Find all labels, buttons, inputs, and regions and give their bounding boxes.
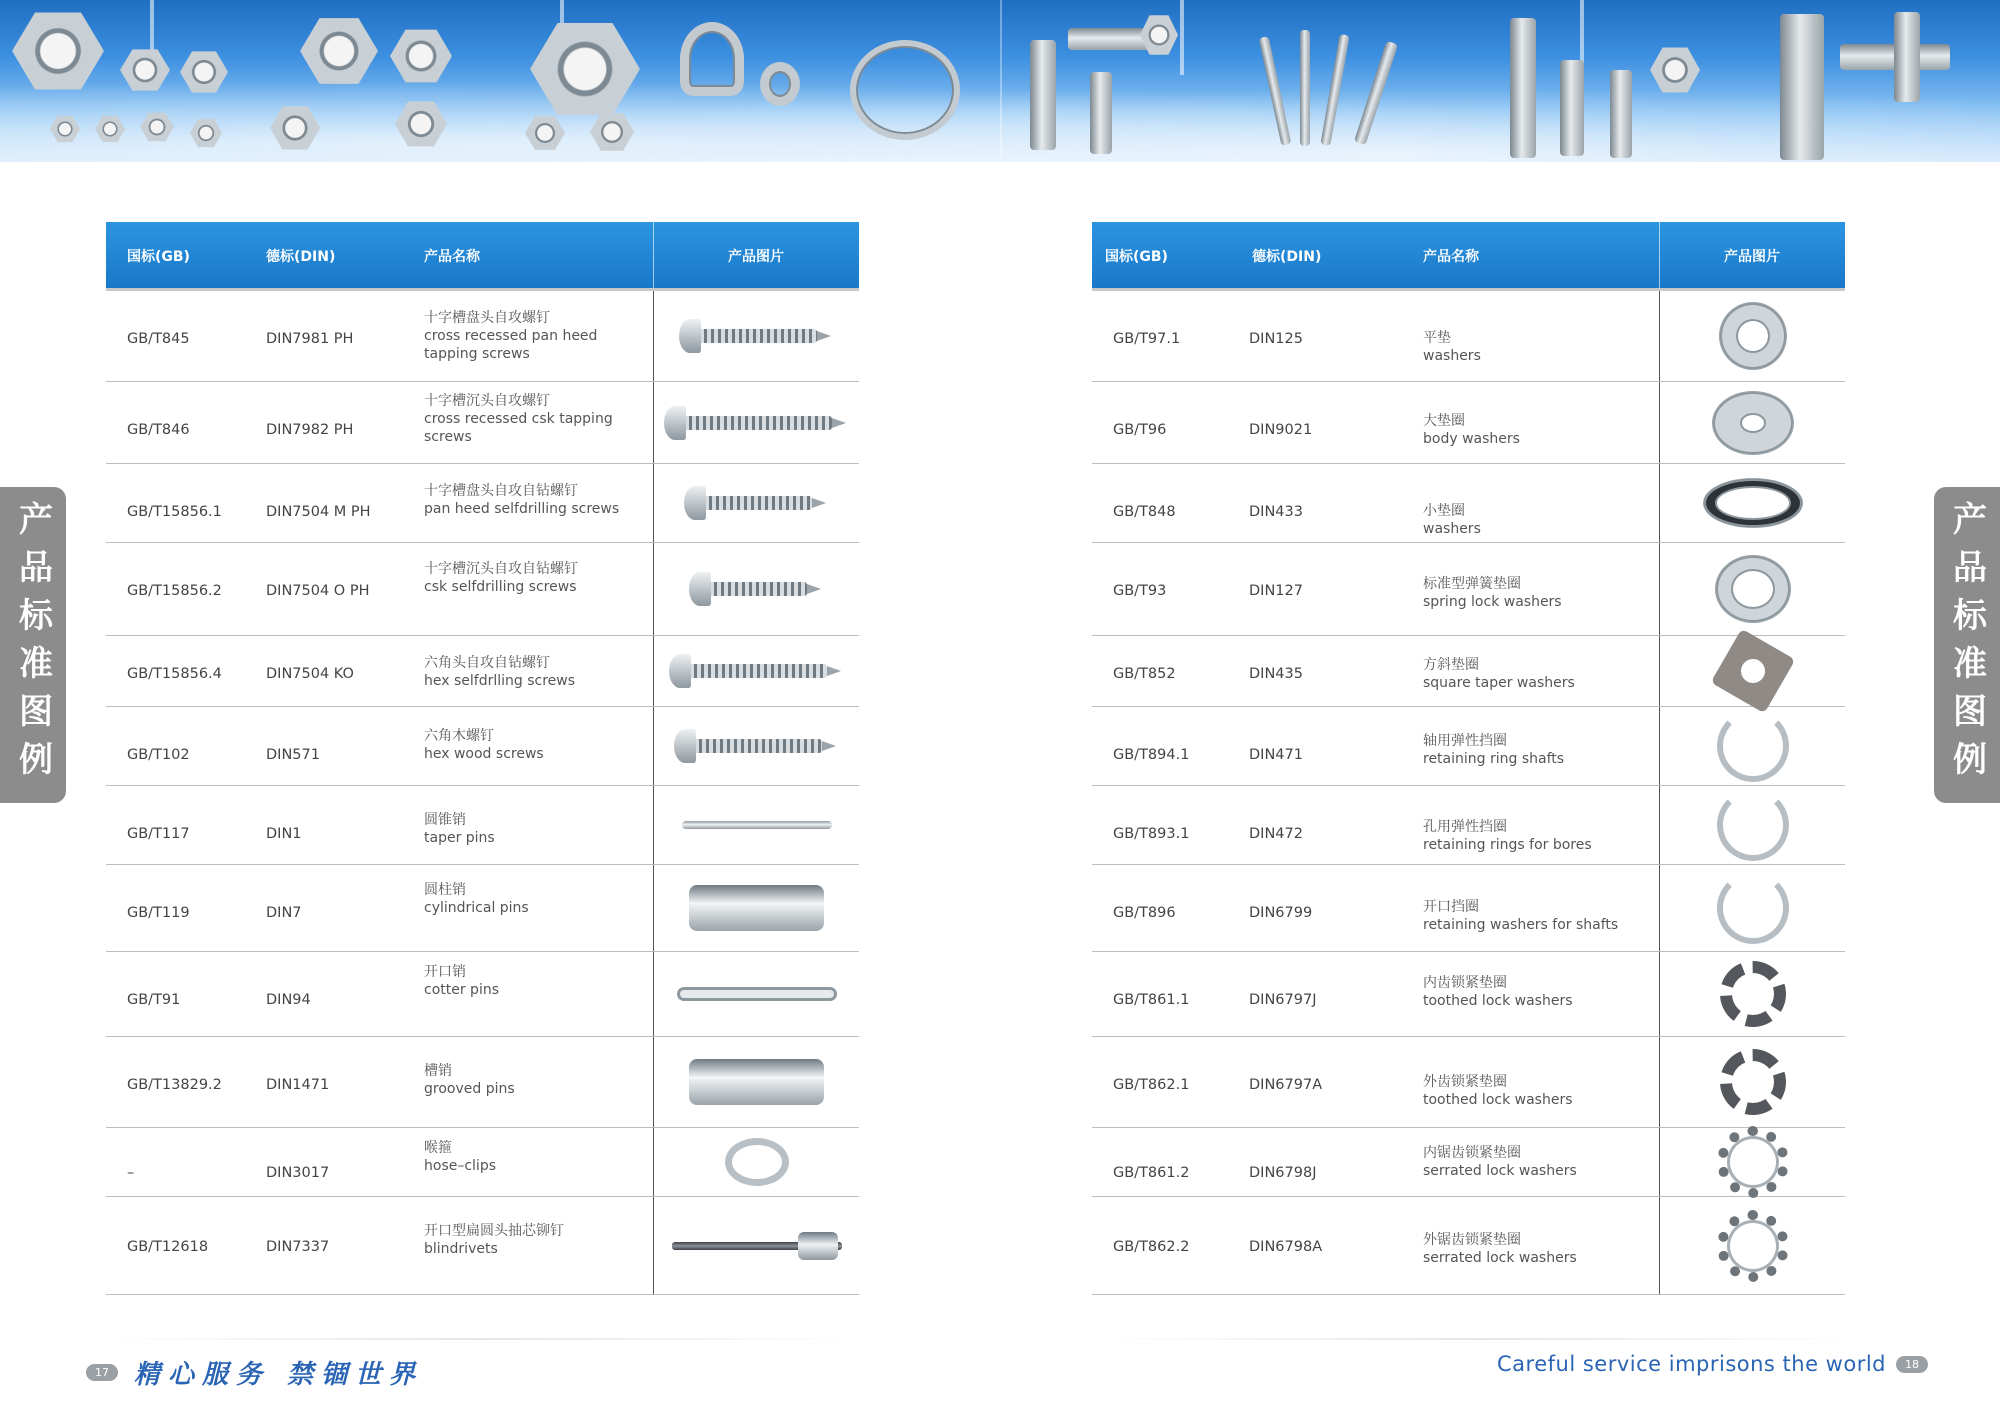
table-row — [106, 952, 859, 1037]
product-name-english: cross recessed csk tapping screws — [424, 411, 613, 445]
product-name-english: cross recessed pan heed tapping screws — [424, 328, 598, 362]
table-row — [1092, 1037, 1845, 1128]
gb-standard: – — [127, 1165, 135, 1181]
product-image-cell — [653, 1128, 859, 1196]
product-image-cell — [653, 707, 859, 785]
product-name — [1423, 898, 1643, 934]
product-name-chinese: 十字槽盘头自攻螺钉 — [424, 310, 550, 326]
product-image-cell — [653, 1037, 859, 1127]
product-image-cell — [1659, 1197, 1845, 1294]
din-standard: DIN7504 O PH — [266, 583, 370, 599]
gb-standard: GB/T894.1 — [1113, 747, 1190, 763]
slogan-english: Careful service imprisons the world — [1497, 1352, 1886, 1376]
table-row — [1092, 543, 1845, 636]
product-image-cell — [1659, 707, 1845, 785]
anchor-bolt-icon — [1300, 30, 1310, 146]
gb-standard: GB/T862.2 — [1113, 1239, 1190, 1255]
table-row — [106, 1037, 859, 1128]
external-serrated-washer-icon — [1717, 1210, 1789, 1282]
table-row — [1092, 786, 1845, 865]
din-standard: DIN472 — [1249, 826, 1303, 842]
product-name-english: pan heed selfdrilling screws — [424, 501, 620, 517]
header-gb: 国标(GB) — [127, 249, 190, 265]
product-name — [424, 654, 639, 690]
cylindrical-pin-icon — [689, 885, 824, 931]
banner-seam — [1000, 0, 1002, 162]
product-image-cell — [653, 865, 859, 951]
header-product-name: 产品名称 — [1423, 249, 1479, 265]
gb-standard: GB/T15856.4 — [127, 666, 222, 682]
product-name-chinese: 六角木螺钉 — [424, 728, 494, 744]
table-row — [106, 1197, 859, 1295]
product-name-english: hose–clips — [424, 1158, 497, 1174]
din-standard: DIN3017 — [266, 1165, 330, 1181]
product-image-cell — [653, 952, 859, 1036]
side-tab-right — [1934, 487, 2000, 803]
product-name-chinese: 轴用弹性挡圈 — [1423, 733, 1507, 749]
flat-washer-icon — [1720, 303, 1786, 369]
din-standard: DIN433 — [1249, 504, 1303, 520]
page-number-right: 18 — [1896, 1356, 1928, 1373]
din-standard: DIN9021 — [1249, 422, 1313, 438]
gb-standard: GB/T861.2 — [1113, 1165, 1190, 1181]
product-name — [424, 309, 639, 363]
product-name-english: washers — [1423, 521, 1481, 537]
product-name-chinese: 开口型扁圆头抽芯铆钉 — [424, 1223, 564, 1239]
product-name-english: retaining rings for bores — [1423, 837, 1592, 853]
gb-standard: GB/T119 — [127, 905, 190, 921]
product-name-english: csk selfdrilling screws — [424, 579, 577, 595]
product-name-english: toothed lock washers — [1423, 1092, 1573, 1108]
footer-right — [1497, 1352, 1928, 1376]
din-standard: DIN1 — [266, 826, 302, 842]
product-name — [424, 1062, 639, 1098]
product-name-chinese: 六角头自攻自钻螺钉 — [424, 655, 550, 671]
gb-standard: GB/T15856.1 — [127, 504, 222, 520]
din-standard: DIN7504 KO — [266, 666, 354, 682]
gb-standard: GB/T852 — [1113, 666, 1176, 682]
header-din: 德标(DIN) — [266, 249, 336, 265]
gb-standard: GB/T12618 — [127, 1239, 209, 1255]
hose-clip-icon — [725, 1138, 789, 1186]
product-name-chinese: 十字槽盘头自攻自钻螺钉 — [424, 483, 578, 499]
bore-retaining-ring-icon — [1717, 789, 1789, 861]
page-number-left: 17 — [86, 1364, 118, 1381]
body-washer-icon — [1713, 392, 1793, 454]
hex-bolt-icon — [1030, 40, 1056, 150]
product-name-english: taper pins — [424, 830, 495, 846]
table-body — [1092, 291, 1845, 1295]
din-standard: DIN125 — [1249, 331, 1303, 347]
product-name-english: grooved pins — [424, 1081, 515, 1097]
product-name — [1423, 732, 1643, 768]
product-name-chinese: 十字槽沉头自攻自钻螺钉 — [424, 561, 578, 577]
product-name — [1423, 502, 1643, 538]
table-row — [106, 543, 859, 636]
gb-standard: GB/T862.1 — [1113, 1077, 1190, 1093]
gb-standard: GB/T846 — [127, 422, 190, 438]
small-washer-icon — [1704, 479, 1802, 527]
gb-standard: GB/T96 — [1113, 422, 1167, 438]
shaft-retaining-ring-icon — [1717, 710, 1789, 782]
din-standard: DIN94 — [266, 992, 311, 1008]
product-image-cell — [1659, 543, 1845, 635]
product-name-english: cylindrical pins — [424, 900, 529, 916]
product-name-english: body washers — [1423, 431, 1520, 447]
table-header — [106, 222, 859, 288]
product-image-cell — [653, 786, 859, 864]
socket-cap-screw-icon — [1780, 14, 1824, 160]
csk-tapping-screw-icon — [682, 416, 832, 430]
din-standard: DIN127 — [1249, 583, 1303, 599]
product-name — [1423, 974, 1643, 1010]
table-row — [106, 636, 859, 707]
product-name-english: square taper washers — [1423, 675, 1575, 691]
product-name — [424, 811, 639, 847]
product-name-english: washers — [1423, 348, 1481, 364]
gb-standard: GB/T845 — [127, 331, 190, 347]
product-name-english: serrated lock washers — [1423, 1250, 1577, 1266]
product-name-chinese: 孔用弹性挡圈 — [1423, 819, 1507, 835]
din-standard: DIN6797A — [1249, 1077, 1323, 1093]
table-row — [1092, 952, 1845, 1037]
product-name-chinese: 方斜垫圈 — [1423, 657, 1479, 673]
product-name — [1423, 656, 1643, 692]
product-name — [424, 1222, 639, 1258]
product-name — [424, 881, 639, 917]
product-name-chinese: 标准型弹簧垫圈 — [1423, 576, 1521, 592]
gb-standard: GB/T102 — [127, 747, 190, 763]
countersunk-screw-icon — [1610, 70, 1632, 158]
product-image-cell — [653, 382, 859, 463]
product-image-cell — [1659, 786, 1845, 864]
product-name-english: retaining washers for shafts — [1423, 917, 1619, 933]
product-image-cell — [1659, 865, 1845, 951]
product-name-chinese: 内齿锁紧垫圈 — [1423, 975, 1507, 991]
product-name — [424, 392, 639, 446]
product-name — [424, 963, 639, 999]
product-name-chinese: 内锯齿锁紧垫圈 — [1423, 1145, 1521, 1161]
header-din: 德标(DIN) — [1252, 249, 1322, 265]
din-standard: DIN7982 PH — [266, 422, 354, 438]
product-name — [1423, 1073, 1643, 1109]
gb-standard: GB/T91 — [127, 992, 181, 1008]
table-row — [106, 865, 859, 952]
din-standard: DIN7504 M PH — [266, 504, 371, 520]
din-standard: DIN6797J — [1249, 992, 1317, 1008]
tower-decoration — [1180, 0, 1184, 75]
side-tab-left — [0, 487, 66, 803]
left-product-table — [106, 222, 859, 1295]
product-name-english: spring lock washers — [1423, 594, 1562, 610]
table-row — [1092, 291, 1845, 382]
gb-standard: GB/T861.1 — [1113, 992, 1190, 1008]
product-name-chinese: 平垫 — [1423, 330, 1451, 346]
product-name-chinese: 喉箍 — [424, 1140, 452, 1156]
product-name-chinese: 大垫圈 — [1423, 413, 1465, 429]
side-tab-label: 产品标准图例 — [12, 501, 53, 789]
countersunk-screw-icon — [1560, 60, 1584, 156]
product-name-chinese: 圆锥销 — [424, 812, 466, 828]
din-standard: DIN1471 — [266, 1077, 330, 1093]
product-name-chinese: 外锯齿锁紧垫圈 — [1423, 1232, 1521, 1248]
din-standard: DIN6799 — [1249, 905, 1313, 921]
product-name-chinese: 圆柱销 — [424, 882, 466, 898]
gb-standard: GB/T13829.2 — [127, 1077, 222, 1093]
product-name-chinese: 开口挡圈 — [1423, 899, 1479, 915]
din-standard: DIN471 — [1249, 747, 1303, 763]
hex-selfdrilling-screw-icon — [687, 664, 827, 678]
gb-standard: GB/T848 — [1113, 504, 1176, 520]
header-gb: 国标(GB) — [1105, 249, 1168, 265]
din-standard: DIN571 — [266, 747, 320, 763]
table-row — [1092, 636, 1845, 707]
product-name-english: hex wood screws — [424, 746, 544, 762]
table-row — [106, 291, 859, 382]
csk-selfdrilling-screw-icon — [707, 582, 807, 596]
pan-head-tapping-screw-icon — [697, 329, 817, 343]
product-image-cell — [653, 464, 859, 542]
shackle-icon — [680, 22, 744, 96]
shackle-icon — [760, 62, 800, 106]
u-bolt-icon — [850, 40, 960, 140]
product-name — [1423, 575, 1643, 611]
product-name — [1423, 329, 1643, 365]
taper-pin-icon — [682, 821, 832, 829]
gb-standard: GB/T15856.2 — [127, 583, 222, 599]
product-name-chinese: 十字槽沉头自攻螺钉 — [424, 393, 550, 409]
product-image-cell — [1659, 382, 1845, 463]
product-name-english: retaining ring shafts — [1423, 751, 1565, 767]
table-row — [1092, 865, 1845, 952]
table-row — [106, 1128, 859, 1197]
gb-standard: GB/T893.1 — [1113, 826, 1190, 842]
grooved-pin-icon — [689, 1059, 824, 1105]
internal-tooth-washer-icon — [1720, 961, 1786, 1027]
din-standard: DIN7337 — [266, 1239, 330, 1255]
external-tooth-washer-icon — [1720, 1049, 1786, 1115]
hardware-banner — [0, 0, 2000, 162]
table-row — [106, 786, 859, 865]
header-product-image: 产品图片 — [1724, 249, 1780, 265]
product-image-cell — [1659, 952, 1845, 1036]
footer-divider — [100, 1338, 860, 1340]
spring-lock-washer-icon — [1716, 556, 1790, 622]
gb-standard: GB/T117 — [127, 826, 190, 842]
table-row — [1092, 1197, 1845, 1295]
product-name — [424, 1139, 639, 1175]
product-name — [1423, 412, 1643, 448]
product-name-chinese: 开口销 — [424, 964, 466, 980]
product-name — [424, 727, 639, 763]
product-name — [424, 560, 639, 596]
table-row — [106, 382, 859, 464]
e-clip-icon — [1717, 872, 1789, 944]
product-name-english: blindrivets — [424, 1241, 498, 1257]
product-name — [1423, 1144, 1643, 1180]
side-tab-label: 产品标准图例 — [1946, 501, 1987, 789]
din-standard: DIN7981 PH — [266, 331, 354, 347]
internal-serrated-washer-icon — [1717, 1126, 1789, 1198]
product-image-cell — [1659, 636, 1845, 706]
table-body — [106, 291, 859, 1295]
product-image-cell — [653, 1197, 859, 1294]
product-image-cell — [653, 636, 859, 706]
product-image-cell — [653, 543, 859, 635]
gb-standard: GB/T97.1 — [1113, 331, 1181, 347]
table-row — [1092, 707, 1845, 786]
gb-standard: GB/T93 — [1113, 583, 1167, 599]
socket-screw-icon — [1510, 18, 1536, 158]
product-image-cell — [1659, 464, 1845, 542]
socket-cap-screw-icon — [1894, 12, 1920, 102]
product-name-english: cotter pins — [424, 982, 500, 998]
pan-head-selfdrilling-screw-icon — [702, 496, 812, 510]
product-name-english: serrated lock washers — [1423, 1163, 1577, 1179]
square-taper-washer-icon — [1710, 629, 1795, 714]
product-image-cell — [1659, 1037, 1845, 1127]
footer-divider — [1100, 1338, 1860, 1340]
din-standard: DIN7 — [266, 905, 302, 921]
din-standard: DIN6798J — [1249, 1165, 1317, 1181]
header-product-image: 产品图片 — [728, 249, 784, 265]
product-name — [1423, 1231, 1643, 1267]
hex-wood-screw-icon — [692, 739, 822, 753]
product-name-chinese: 小垫圈 — [1423, 503, 1465, 519]
table-row — [106, 707, 859, 786]
hex-bolt-icon — [1090, 72, 1112, 154]
product-name — [1423, 818, 1643, 854]
din-standard: DIN6798A — [1249, 1239, 1323, 1255]
table-header — [1092, 222, 1845, 288]
product-name-chinese: 外齿锁紧垫圈 — [1423, 1074, 1507, 1090]
product-image-cell — [653, 291, 859, 381]
product-name-english: toothed lock washers — [1423, 993, 1573, 1009]
right-product-table — [1092, 222, 1845, 1295]
slogan-chinese: 精心服务 禁锢世界 — [134, 1360, 424, 1390]
header-product-name: 产品名称 — [424, 249, 480, 265]
gb-standard: GB/T896 — [1113, 905, 1176, 921]
product-image-cell — [1659, 291, 1845, 381]
product-image-cell — [1659, 1128, 1845, 1196]
tower-decoration — [1580, 0, 1584, 65]
cotter-pin-icon — [677, 987, 837, 1001]
table-row — [1092, 464, 1845, 543]
din-standard: DIN435 — [1249, 666, 1303, 682]
product-name-english: hex selfdrlling screws — [424, 673, 576, 689]
blind-rivet-icon — [672, 1242, 842, 1250]
table-row — [1092, 382, 1845, 464]
product-name-chinese: 槽销 — [424, 1063, 452, 1079]
table-row — [1092, 1128, 1845, 1197]
table-row — [106, 464, 859, 543]
footer-left — [86, 1354, 423, 1391]
product-name — [424, 482, 639, 518]
